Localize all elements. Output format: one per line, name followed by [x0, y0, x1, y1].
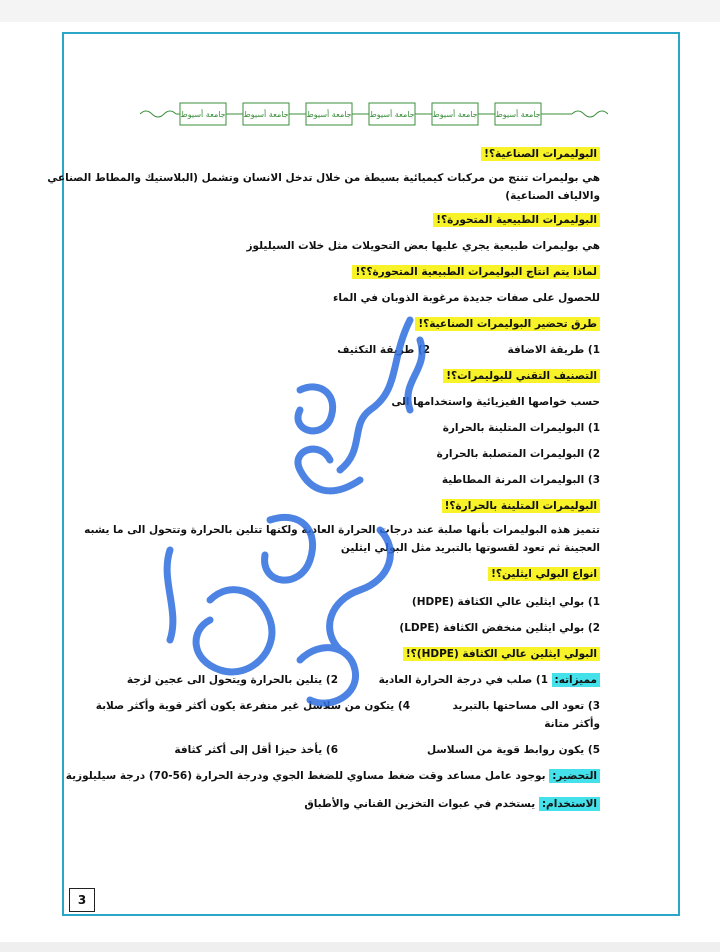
paragraph: هي بوليمرات تنتج من مركبات كيميائية بسيطة من خلال تدخل الانسان وتشمل (البلاستيك والمطاط الصناعي — [47, 172, 600, 184]
heading-thermoplastics: البوليمرات المتلينة بالحرارة؟! — [442, 499, 600, 513]
paragraph: للحصول على صفات جديدة مرغوبة الذوبان في الماء — [332, 292, 600, 304]
list-item: وأكثر متانة — [544, 718, 600, 730]
list-item: 5) يكون روابط قوية من السلاسل — [427, 744, 600, 756]
header-label: جامعة أسيوط — [180, 110, 226, 119]
header-label: جامعة أسيوط — [243, 110, 289, 119]
header-label: جامعة أسيوط — [495, 110, 541, 119]
header-ornament — [140, 98, 608, 130]
heading-polyethylene-types: انواع البولي ايثلين؟! — [488, 567, 600, 581]
label-features: مميزاته: — [552, 673, 600, 687]
list-item: 1) صلب في درجة الحرارة العادية — [378, 674, 548, 686]
header-label: جامعة أسيوط — [369, 110, 415, 119]
list-item: 2) يتلين بالحرارة ويتحول الى عجين لزجة — [126, 674, 338, 686]
list-item: 2) البوليمرات المتصلبة بالحرارة — [436, 448, 600, 460]
bottom-strip — [0, 942, 720, 952]
heading-hdpe: البولي ايثلين عالي الكثافة (HDPE)؟! — [403, 647, 600, 661]
paragraph: العجينة ثم تعود لقسوتها بالتبريد مثل البولي ايثلين — [340, 542, 600, 554]
heading-modified-natural-polymers: البوليمرات الطبيعية المتحورة؟! — [433, 213, 600, 227]
label-preparation: التحضير: — [549, 769, 600, 783]
list-item: 3) تعود الى مساحتها بالتبريد — [452, 700, 600, 712]
label-usage: الاستخدام: — [539, 797, 600, 811]
header-label: جامعة أسيوط — [306, 110, 352, 119]
list-item: 1) البوليمرات المتلينة بالحرارة — [442, 422, 600, 434]
paragraph: والالياف الصناعية) — [505, 190, 600, 202]
list-item: 3) البوليمرات المرنة المطاطية — [441, 474, 600, 486]
list-item: 1) طريقة الاضافة — [507, 344, 600, 356]
page-number: 3 — [69, 888, 95, 912]
list-item: 2) بولي ايثلين منخفض الكثافة (LDPE) — [399, 622, 600, 634]
paragraph: حسب خواصها الفيزيائية واستخدامها الى — [391, 396, 600, 408]
heading-why-produce: لماذا يتم انتاج البوليمرات الطبيعية المتحورة؟؟! — [352, 265, 600, 279]
heading-preparation-methods: طرق تحضير البوليمرات الصناعية؟! — [415, 317, 600, 331]
paragraph: تتميز هذه البوليمرات بأنها صلبة عند درجات الحرارة العادية ولكنها تتلين بالحرارة وتتحول الى ما يشبه — [84, 524, 600, 536]
paragraph: يستخدم في عبوات التخزين القناني والأطباق — [304, 798, 536, 810]
paragraph: هي بوليمرات طبيعية يجري عليها بعض التحويلات مثل خلات السيليلوز — [246, 240, 600, 252]
list-item: 1) بولي ايثلين عالي الكثافة (HDPE) — [411, 596, 600, 608]
handwritten-signature-watermark — [150, 300, 470, 720]
header-label: جامعة أسيوط — [432, 110, 478, 119]
top-strip — [0, 0, 720, 22]
list-item: 6) يأخذ حيزا أقل إلى أكثر كثافة — [174, 744, 338, 756]
list-item: 2) طريقة التكثيف — [337, 344, 430, 356]
heading-synthetic-polymers: البوليمرات الصناعية؟! — [481, 147, 600, 161]
heading-technical-classification: التصنيف التقني للبوليمرات؟! — [443, 369, 600, 383]
list-item: 4) يتكون من سلاسل غير متفرعة يكون أكثر قوية وأكثر صلابة — [95, 700, 410, 712]
paragraph: بوجود عامل مساعد وقت ضغط مساوي للضغط الجوي ودرجة الحرارة (56-70) درجة سيليلوزية — [65, 770, 546, 782]
